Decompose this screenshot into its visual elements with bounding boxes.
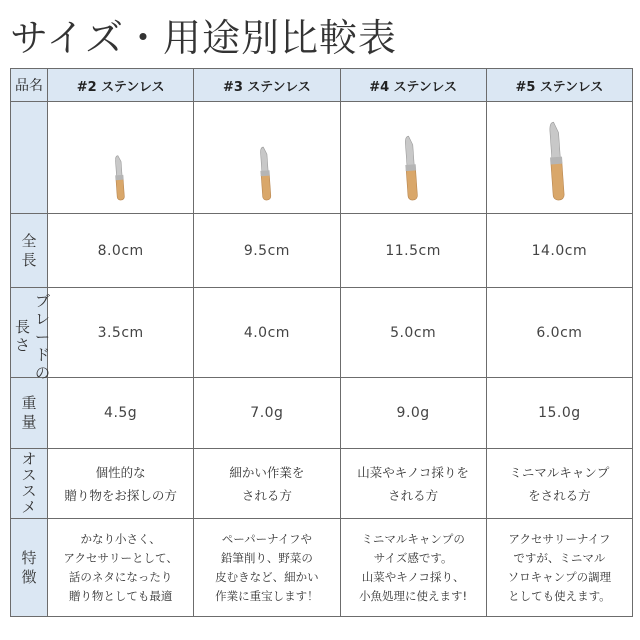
- row-label-recommend: オ ス ス メ: [11, 449, 48, 519]
- knife-blade: [550, 121, 561, 160]
- knife-image-4: [340, 102, 486, 214]
- length-value-2: 8.0cm: [48, 214, 194, 288]
- row-label-features: 特 徴: [11, 519, 48, 617]
- recommend-row: [11, 449, 633, 519]
- weight-value-4: 9.0g: [340, 378, 486, 449]
- knife-icon: [259, 146, 272, 200]
- image-row: [11, 102, 633, 214]
- row-label-image: [11, 102, 48, 214]
- weight-value-2: 4.5g: [48, 378, 194, 449]
- length-value-4: 11.5cm: [340, 214, 486, 288]
- knife-icon: [548, 121, 565, 200]
- features-text-2: かなり小さく、 アクセサリーとして、 話のネタになったり 贈り物としても最適: [48, 519, 194, 617]
- product-header-5: #5 ステンレス: [486, 69, 632, 102]
- knife-icon: [113, 155, 124, 200]
- knife-image-3: [194, 102, 340, 214]
- knife-blade: [260, 146, 268, 173]
- blade-value-3: 4.0cm: [194, 288, 340, 378]
- knife-icon: [403, 135, 418, 200]
- knife-ferrule: [405, 164, 416, 171]
- blade-value-5: 6.0cm: [486, 288, 632, 378]
- comparison-table: [10, 68, 633, 617]
- recommend-text-5: ミニマルキャンプ をされる方: [486, 449, 632, 519]
- weight-value-5: 15.0g: [486, 378, 632, 449]
- product-header-3: #3 ステンレス: [194, 69, 340, 102]
- knife-ferrule: [115, 174, 123, 179]
- knife-blade: [115, 155, 122, 178]
- blade-value-4: 5.0cm: [340, 288, 486, 378]
- features-text-4: ミニマルキャンプの サイズ感です。 山菜やキノコ採り、 小魚処理に使えます!: [340, 519, 486, 617]
- row-label-blade-length: ブ レ ー ド の 長 さ: [11, 288, 48, 378]
- blade-row: [11, 288, 633, 378]
- product-header-4: #4 ステンレス: [340, 69, 486, 102]
- blade-value-2: 3.5cm: [48, 288, 194, 378]
- length-row: [11, 214, 633, 288]
- row-label-total-length: 全 長: [11, 214, 48, 288]
- features-text-3: ペーパーナイフや 鉛筆削り、野菜の 皮むきなど、細かい 作業に重宝します！: [194, 519, 340, 617]
- page-title: サイズ・用途別比較表: [10, 16, 397, 60]
- knife-image-2: [48, 102, 194, 214]
- recommend-text-4: 山菜やキノコ採りを される方: [340, 449, 486, 519]
- knife-blade: [405, 135, 414, 167]
- features-text-5: アクセサリーナイフ ですが、ミニマル ソロキャンプの調理 としても使えます。: [486, 519, 632, 617]
- length-value-3: 9.5cm: [194, 214, 340, 288]
- product-header-2: #2 ステンレス: [48, 69, 194, 102]
- knife-image-5: [486, 102, 632, 214]
- recommend-text-3: 細かい作業を される方: [194, 449, 340, 519]
- length-value-5: 14.0cm: [486, 214, 632, 288]
- row-label-product-name: 品名: [11, 69, 48, 102]
- knife-ferrule: [260, 170, 269, 176]
- row-label-weight: 重 量: [11, 378, 48, 449]
- weight-value-3: 7.0g: [194, 378, 340, 449]
- knife-ferrule: [550, 156, 562, 164]
- features-row: [11, 519, 633, 617]
- table-header-row: [11, 69, 633, 102]
- recommend-text-2: 個性的な 贈り物をお探しの方: [48, 449, 194, 519]
- weight-row: [11, 378, 633, 449]
